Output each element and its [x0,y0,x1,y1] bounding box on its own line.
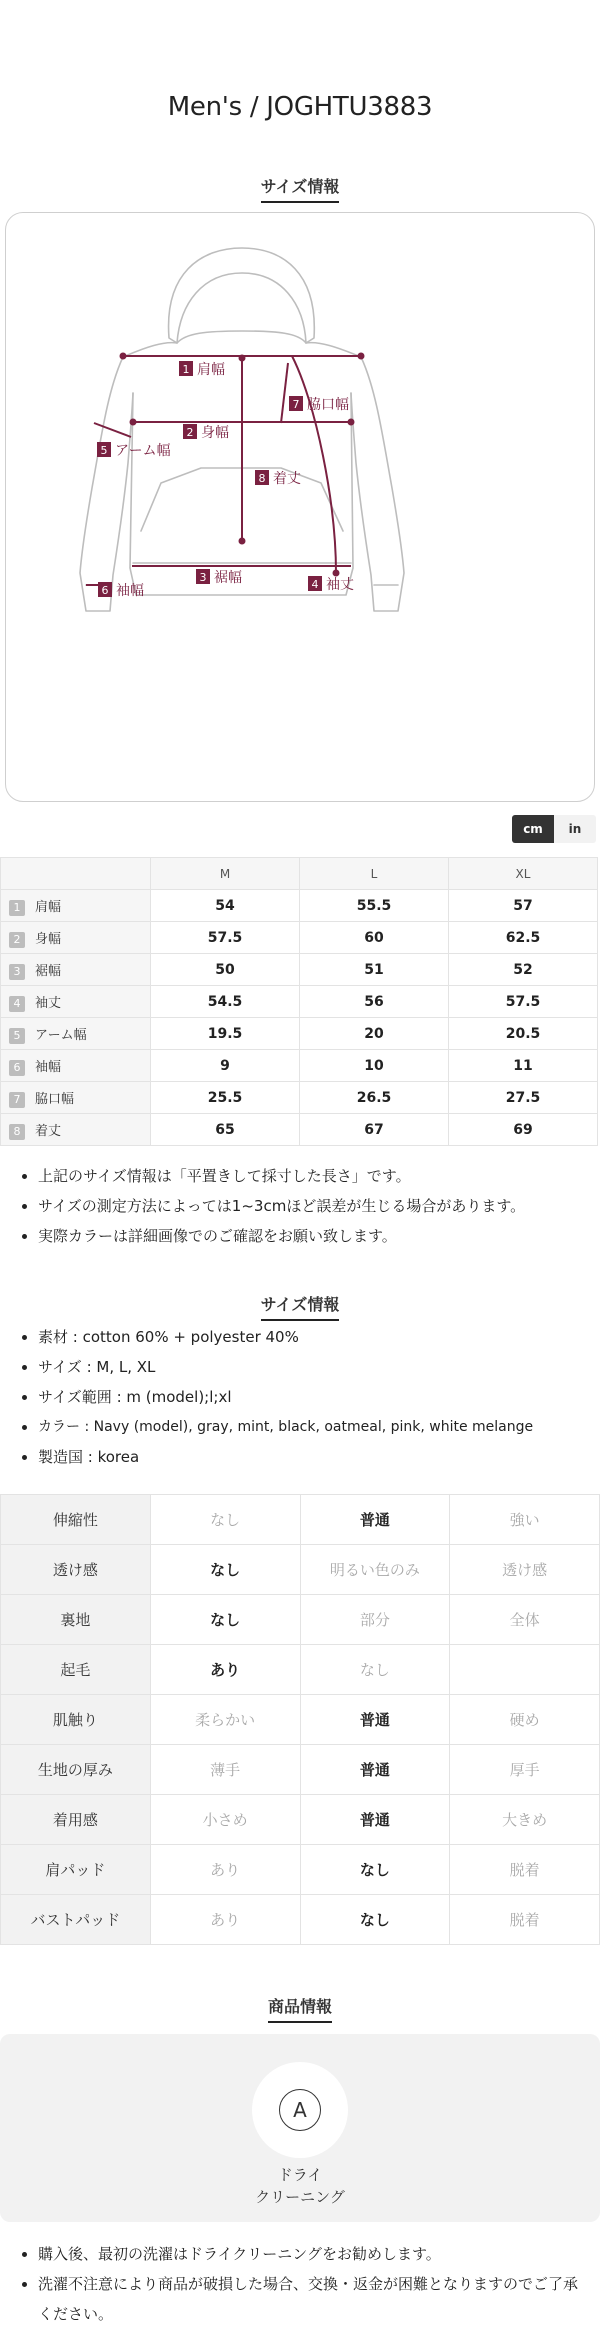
table-row [1,1082,598,1114]
measure-dot [359,354,364,359]
hood-opening [177,331,306,343]
svg-text:8: 8 [258,472,266,485]
svg-text:7: 7 [292,398,300,411]
list-item: カラー : Navy (model), gray, mint, black, oatmeal, pink, white melange [20,1412,590,1442]
svg-text:6: 6 [101,584,109,597]
table-row [1,1018,598,1050]
dry-clean-icon: A [279,2089,321,2131]
attribute-option: 透け感 [450,1545,600,1595]
attribute-option: 部分 [300,1595,450,1645]
table-row [1,1595,600,1645]
size-diagram [5,212,595,802]
svg-text:袖幅: 袖幅 [116,583,144,599]
row-label: 2 身幅 [1,922,151,954]
attribute-label: 透け感 [1,1545,151,1595]
table-row [1,1695,600,1745]
cell-value: 69 [449,1114,598,1146]
list-item: サイズ : M, L, XL [20,1352,590,1382]
cell-value: 9 [151,1050,300,1082]
attribute-option: 小さめ [150,1795,300,1845]
svg-text:4: 4 [311,578,319,591]
attribute-label: 肌触り [1,1695,151,1745]
info-list [20,1322,590,1472]
cell-value: 20.5 [449,1018,598,1050]
cell-value: 60 [300,922,449,954]
info-heading-text: サイズ情報 [261,1292,340,1321]
hood-shape [169,248,315,343]
size-table-header [1,858,598,890]
care-label-line2: クリーニング [255,2188,345,2206]
attribute-option: 脱着 [450,1845,600,1895]
cell-value: 11 [449,1050,598,1082]
size-col-m: M [151,858,300,890]
size-table [0,857,598,1146]
left-sleeve-outline [80,357,133,611]
svg-text:裾幅: 裾幅 [214,570,242,586]
measure-label-6 [98,582,144,599]
attribute-option: あり [150,1895,300,1945]
measure-dot [131,420,136,425]
measure-label-7 [289,396,349,413]
cell-value: 67 [300,1114,449,1146]
page-title: Men's / JOGHTU3883 [167,92,433,122]
svg-text:脇口幅: 脇口幅 [307,397,349,413]
care-label-line1: ドライ [277,2166,323,2184]
measure-label-4 [308,576,354,593]
attribute-option-selected: なし [300,1895,450,1945]
svg-text:1: 1 [182,363,190,376]
attribute-option-selected: なし [150,1545,300,1595]
svg-text:身幅: 身幅 [201,425,229,441]
info-heading [0,1292,600,1321]
svg-text:3: 3 [199,571,207,584]
list-item: 購入後、最初の洗濯はドライクリーニングをお勧めします。 [20,2239,590,2269]
measure-label-1 [179,361,225,378]
list-item: 素材 : cotton 60% + polyester 40% [20,1322,590,1352]
cell-value: 52 [449,954,598,986]
size-col-xl: XL [449,858,598,890]
table-row [1,1495,600,1545]
attribute-option: 薄手 [150,1745,300,1795]
measure-dot [240,539,245,544]
product-info-heading [0,1994,600,2023]
cell-value: 57.5 [151,922,300,954]
list-item: 洗濯不注意により商品が破損した場合、交換・返金が困難となりますのでご了承ください。 [20,2269,590,2329]
svg-text:着丈: 着丈 [273,471,301,487]
attribute-option: 強い [450,1495,600,1545]
cell-value: 57.5 [449,986,598,1018]
attribute-option: 全体 [450,1595,600,1645]
cell-value: 20 [300,1018,449,1050]
arm-measure-line [94,423,131,437]
attribute-option-selected: 普通 [300,1795,450,1845]
table-row [1,1895,600,1945]
table-row [1,1050,598,1082]
row-label: 4 袖丈 [1,986,151,1018]
row-label: 3 裾幅 [1,954,151,986]
attribute-label: 伸縮性 [1,1495,151,1545]
attribute-option: 脱着 [450,1895,600,1945]
svg-text:5: 5 [100,444,108,457]
measure-label-8 [255,470,301,487]
table-row [1,1545,600,1595]
attribute-option-selected: なし [150,1595,300,1645]
attribute-label: 肩パッド [1,1845,151,1895]
cell-value: 57 [449,890,598,922]
attribute-option: なし [150,1495,300,1545]
table-row [1,1795,600,1845]
attribute-label: 生地の厚み [1,1745,151,1795]
table-row [1,986,598,1018]
attribute-label: 起毛 [1,1645,151,1695]
row-label: 7 脇口幅 [1,1082,151,1114]
right-sleeve-outline [351,357,404,611]
list-item: サイズの測定方法によっては1~3cmほど誤差が生じる場合があります。 [20,1191,590,1221]
cell-value: 27.5 [449,1082,598,1114]
attribute-option-selected: 普通 [300,1745,450,1795]
unit-cm-button[interactable]: cm [512,815,554,843]
unit-in-button[interactable]: in [568,822,582,836]
cell-value: 25.5 [151,1082,300,1114]
measure-dot [334,571,339,576]
row-label: 6 袖幅 [1,1050,151,1082]
row-label: 1 肩幅 [1,890,151,922]
attribute-option: 厚手 [450,1745,600,1795]
table-row [1,1745,600,1795]
attribute-option: 柔らかい [150,1695,300,1745]
cell-value: 51 [300,954,449,986]
svg-text:アーム幅: アーム幅 [115,443,171,459]
measure-dot [349,420,354,425]
cell-value: 54 [151,890,300,922]
svg-text:袖丈: 袖丈 [326,577,354,593]
product-notes [20,2239,590,2329]
size-col-l: L [300,858,449,890]
measure-label-2 [183,424,229,441]
measure-dot [240,356,245,361]
care-box [0,2034,600,2222]
table-row [1,1845,600,1895]
svg-text:肩幅: 肩幅 [197,362,225,378]
table-row [1,1645,600,1695]
table-row [1,954,598,986]
size-info-heading [0,174,600,203]
svg-text:2: 2 [186,426,194,439]
cell-value: 10 [300,1050,449,1082]
size-info-heading-text: サイズ情報 [261,174,340,203]
attribute-option-selected: なし [300,1845,450,1895]
attribute-option: 硬め [450,1695,600,1745]
attribute-label: 裏地 [1,1595,151,1645]
attribute-option [450,1645,600,1695]
attribute-option: 明るい色のみ [300,1545,450,1595]
list-item: サイズ範囲 : m (model);l;xl [20,1382,590,1412]
cell-value: 19.5 [151,1018,300,1050]
measure-label-5 [97,442,171,459]
table-row [1,922,598,954]
product-info-heading-text: 商品情報 [268,1994,332,2023]
hoodie-diagram [6,213,596,803]
cell-value: 55.5 [300,890,449,922]
cell-value: 50 [151,954,300,986]
attribute-option: 大きめ [450,1795,600,1845]
list-item: 上記のサイズ情報は「平置きして採寸した長さ」です。 [20,1161,590,1191]
size-notes [20,1161,590,1251]
row-label: 8 着丈 [1,1114,151,1146]
cell-value: 65 [151,1114,300,1146]
cell-value: 62.5 [449,922,598,954]
attribute-option-selected: 普通 [300,1695,450,1745]
measure-dot [121,354,126,359]
attribute-option: あり [150,1845,300,1895]
fabric-attribute-table [0,1494,600,1945]
attribute-label: 着用感 [1,1795,151,1845]
measure-label-3 [196,569,242,586]
table-row [1,890,598,922]
care-label [0,2164,600,2208]
attribute-label: バストパッド [1,1895,151,1945]
cell-value: 56 [300,986,449,1018]
care-symbol-circle [252,2062,348,2158]
list-item: 製造国 : korea [20,1442,590,1472]
armpit-measure-line [281,363,288,423]
table-row [1,1114,598,1146]
size-table-corner [1,858,151,890]
attribute-option-selected: 普通 [300,1495,450,1545]
attribute-option-selected: あり [150,1645,300,1695]
unit-toggle [512,815,596,843]
attribute-option: なし [300,1645,450,1695]
sleeve-length-measure-line [292,356,336,573]
cell-value: 26.5 [300,1082,449,1114]
cell-value: 54.5 [151,986,300,1018]
row-label: 5 アーム幅 [1,1018,151,1050]
list-item: 実際カラーは詳細画像でのご確認をお願い致します。 [20,1221,590,1251]
